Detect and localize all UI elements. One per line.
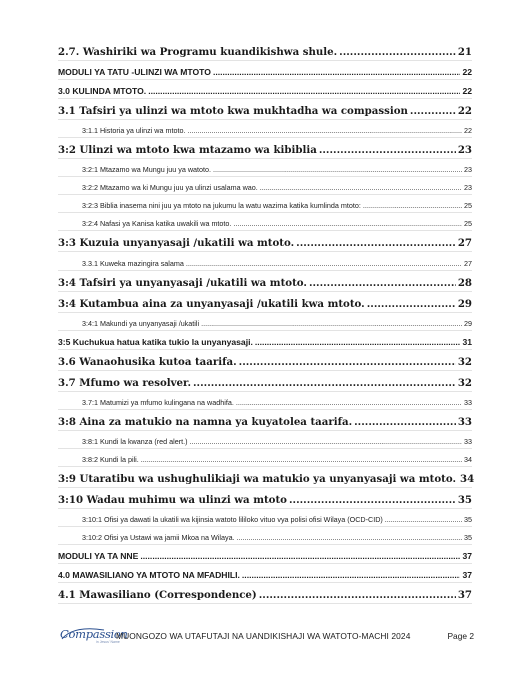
toc-entry[interactable] (58, 177, 472, 195)
toc-leader-dots (385, 515, 462, 524)
toc-entry-page: 29 (464, 318, 472, 328)
toc-leader-dots (193, 377, 456, 389)
toc-entry-label: 3:4 Kutambua aina za unyanyasaji /ukatili kwa mtoto. (58, 297, 365, 310)
toc-entry[interactable] (58, 313, 472, 331)
toc-entry[interactable] (58, 371, 472, 392)
toc-entry[interactable] (58, 509, 472, 527)
toc-leader-dots (309, 277, 456, 289)
toc-entry[interactable] (58, 40, 472, 61)
toc-entry-page: 21 (457, 46, 472, 58)
toc-entry-page: 22 (462, 67, 472, 77)
toc-entry-label: 3:2 Ulinzi wa mtoto kwa mtazamo wa kibiblia (58, 144, 317, 157)
page-footer (60, 625, 474, 649)
toc-entry-label: 2.7. Washiriki wa Programu kuandikishwa shule. (58, 46, 338, 58)
toc-entry-label: 4.1 Mawasiliano (Correspondence) (58, 589, 257, 602)
toc-entry[interactable] (58, 545, 472, 564)
toc-entry-page: 31 (462, 336, 472, 347)
toc-leader-dots (237, 533, 462, 542)
toc-leader-dots (148, 86, 460, 96)
toc-leader-dots (213, 165, 462, 174)
toc-entry-page: 34 (464, 454, 472, 464)
toc-leader-dots (319, 144, 456, 156)
toc-entry-page: 27 (457, 237, 472, 250)
toc-entry[interactable] (58, 331, 472, 350)
toc-leader-dots (233, 219, 462, 228)
toc-entry-label: 3:3 Kuzuia unyanyasaji /ukatili wa mtoto. (58, 237, 295, 250)
toc-entry-page: 33 (464, 397, 472, 407)
toc-entry-page: 32 (457, 355, 472, 368)
toc-entry-page: 22 (457, 105, 472, 117)
toc-leader-dots (363, 201, 462, 210)
toc-entry-page: 28 (457, 276, 472, 289)
toc-entry-label: 3:2:3 Biblia inasema nini juu ya mtoto na jukumu la watu wazima katika kumlinda mtoto: (82, 201, 361, 211)
toc-entry-page: 37 (457, 589, 472, 602)
toc-leader-dots (367, 298, 456, 310)
toc-entry[interactable] (58, 392, 472, 410)
toc-entry-page: 23 (457, 144, 472, 157)
toc-leader-dots (354, 416, 456, 428)
toc-entry-label: 3:2:1 Mtazamo wa Mungu juu ya watoto. (82, 165, 212, 175)
toc-entry[interactable] (58, 213, 472, 231)
toc-entry-page: 22 (462, 86, 472, 96)
toc-entry[interactable] (58, 410, 472, 431)
toc-entry-page: 23 (464, 183, 472, 193)
toc-entry[interactable] (58, 271, 472, 292)
table-of-contents (58, 40, 475, 604)
toc-entry-label: 3.7 Mfumo wa resolver. (58, 376, 192, 389)
page-number: Page 2 (447, 631, 474, 641)
logo-subtext: in Jesus' Name (96, 640, 120, 644)
toc-entry-label: 3:10 Wadau muhimu wa ulinzi wa mtoto (58, 493, 287, 506)
toc-entry-page: 25 (464, 201, 472, 211)
toc-entry-page: 29 (457, 297, 472, 310)
toc-entry-label: 3:8 Aina za matukio na namna ya kuyatolea taarifa. (58, 415, 353, 428)
toc-entry-label: 3:2:4 Nafasi ya Kanisa katika uwakili wa mtoto. (82, 219, 232, 229)
toc-entry-page: 37 (462, 570, 472, 581)
toc-leader-dots (260, 183, 462, 192)
toc-leader-dots (186, 259, 462, 268)
toc-entry-page: 34 (460, 472, 475, 485)
toc-entry-label: 4.0 MAWASILIANO YA MTOTO NA MFADHILI. (58, 570, 240, 581)
toc-entry-page: 23 (464, 165, 472, 175)
footer-title: MUONGOZO WA UTAFUTAJI NA UANDIKISHAJI WA WATOTO-MACHI 2024 (116, 631, 411, 641)
toc-entry-label: 3:2:2 Mtazamo wa ki Mungu juu ya ulinzi usalama wao. (82, 183, 258, 193)
toc-leader-dots (213, 67, 461, 77)
toc-entry-label: 3:10:2 Ofisi ya Ustawi wa jamii Mkoa na Wilaya. (82, 533, 235, 543)
toc-entry-page: 32 (457, 376, 472, 389)
toc-entry[interactable] (58, 61, 472, 80)
toc-entry-label: 3:1.1 Historia ya ulinzi wa mtoto. (82, 126, 186, 136)
toc-leader-dots (239, 356, 456, 368)
toc-entry[interactable] (58, 583, 472, 604)
toc-entry-label: 3:10:1 Ofisi ya dawati la ukatili wa kijinsia watoto lililoko vituo vya polisi ofisi Wilaya (OCD-CID) (82, 515, 383, 525)
toc-entry-page: 35 (457, 493, 472, 506)
toc-entry[interactable] (58, 527, 472, 545)
toc-entry-label: 3.3.1 Kuweka mazingira salama (82, 258, 184, 268)
toc-entry[interactable] (58, 159, 472, 177)
toc-entry[interactable] (58, 467, 475, 488)
logo-text: Compassion (60, 627, 128, 641)
toc-entry-label: 3:9 Utaratibu wa ushughulikiaji wa matukio ya unyanyasaji wa mtoto. (58, 472, 456, 485)
toc-entry[interactable] (58, 292, 472, 313)
toc-entry-label: 3:8:2 Kundi la pili. (82, 454, 139, 464)
toc-entry-label: 3:4 Tafsiri ya unyanyasaji /ukatili wa mtoto. (58, 276, 307, 289)
toc-entry-label: 3:4:1 Makundi ya unyanyasaji /ukatili (82, 318, 200, 328)
toc-entry-page: 27 (464, 258, 472, 268)
toc-entry[interactable] (58, 488, 472, 509)
toc-entry[interactable] (58, 252, 472, 270)
toc-entry[interactable] (58, 449, 472, 467)
toc-entry[interactable] (58, 564, 472, 583)
toc-entry-page: 22 (464, 126, 472, 136)
toc-entry-label: 3:8:1 Kundi la kwanza (red alert.) (82, 436, 188, 446)
toc-leader-dots (255, 337, 461, 347)
toc-entry-page: 35 (464, 533, 472, 543)
toc-leader-dots (410, 105, 456, 117)
toc-entry-page: 37 (462, 551, 472, 562)
toc-leader-dots (189, 437, 462, 446)
toc-leader-dots (259, 589, 456, 601)
toc-entry-label: 3.0 KULINDA MTOTO. (58, 86, 147, 96)
toc-entry[interactable] (58, 431, 472, 449)
toc-leader-dots (187, 126, 462, 135)
toc-entry[interactable] (58, 231, 472, 252)
toc-leader-dots (296, 237, 456, 249)
toc-entry-page: 25 (464, 219, 472, 229)
toc-entry-page: 33 (457, 415, 472, 428)
toc-leader-dots (236, 398, 462, 407)
toc-entry-label: 3:5 Kuchukua hatua katika tukio la unyanyasaji. (58, 336, 253, 347)
toc-leader-dots (289, 494, 456, 506)
toc-entry-label: 3.6 Wanaohusika kutoa taarifa. (58, 355, 237, 368)
toc-entry[interactable] (58, 120, 472, 138)
toc-leader-dots (242, 570, 461, 580)
toc-entry[interactable] (58, 350, 472, 371)
toc-entry-page: 35 (464, 515, 472, 525)
toc-leader-dots (339, 46, 456, 58)
toc-entry-label: 3.7:1 Matumizi ya mfumo kulingana na wadhifa. (82, 397, 234, 407)
toc-entry-page: 33 (464, 436, 472, 446)
toc-entry-label: MODULI YA TATU -ULINZI WA MTOTO (58, 67, 211, 77)
toc-entry[interactable] (58, 80, 472, 99)
toc-leader-dots (141, 455, 462, 464)
toc-entry[interactable] (58, 138, 472, 159)
toc-leader-dots (201, 319, 462, 328)
toc-entry[interactable] (58, 195, 472, 213)
toc-leader-dots (140, 551, 460, 561)
toc-entry-label: MODULI YA TA NNE (58, 551, 139, 562)
toc-entry[interactable] (58, 99, 472, 120)
toc-entry-label: 3.1 Tafsiri ya ulinzi wa mtoto kwa mukhtadha wa compassion (58, 105, 408, 117)
